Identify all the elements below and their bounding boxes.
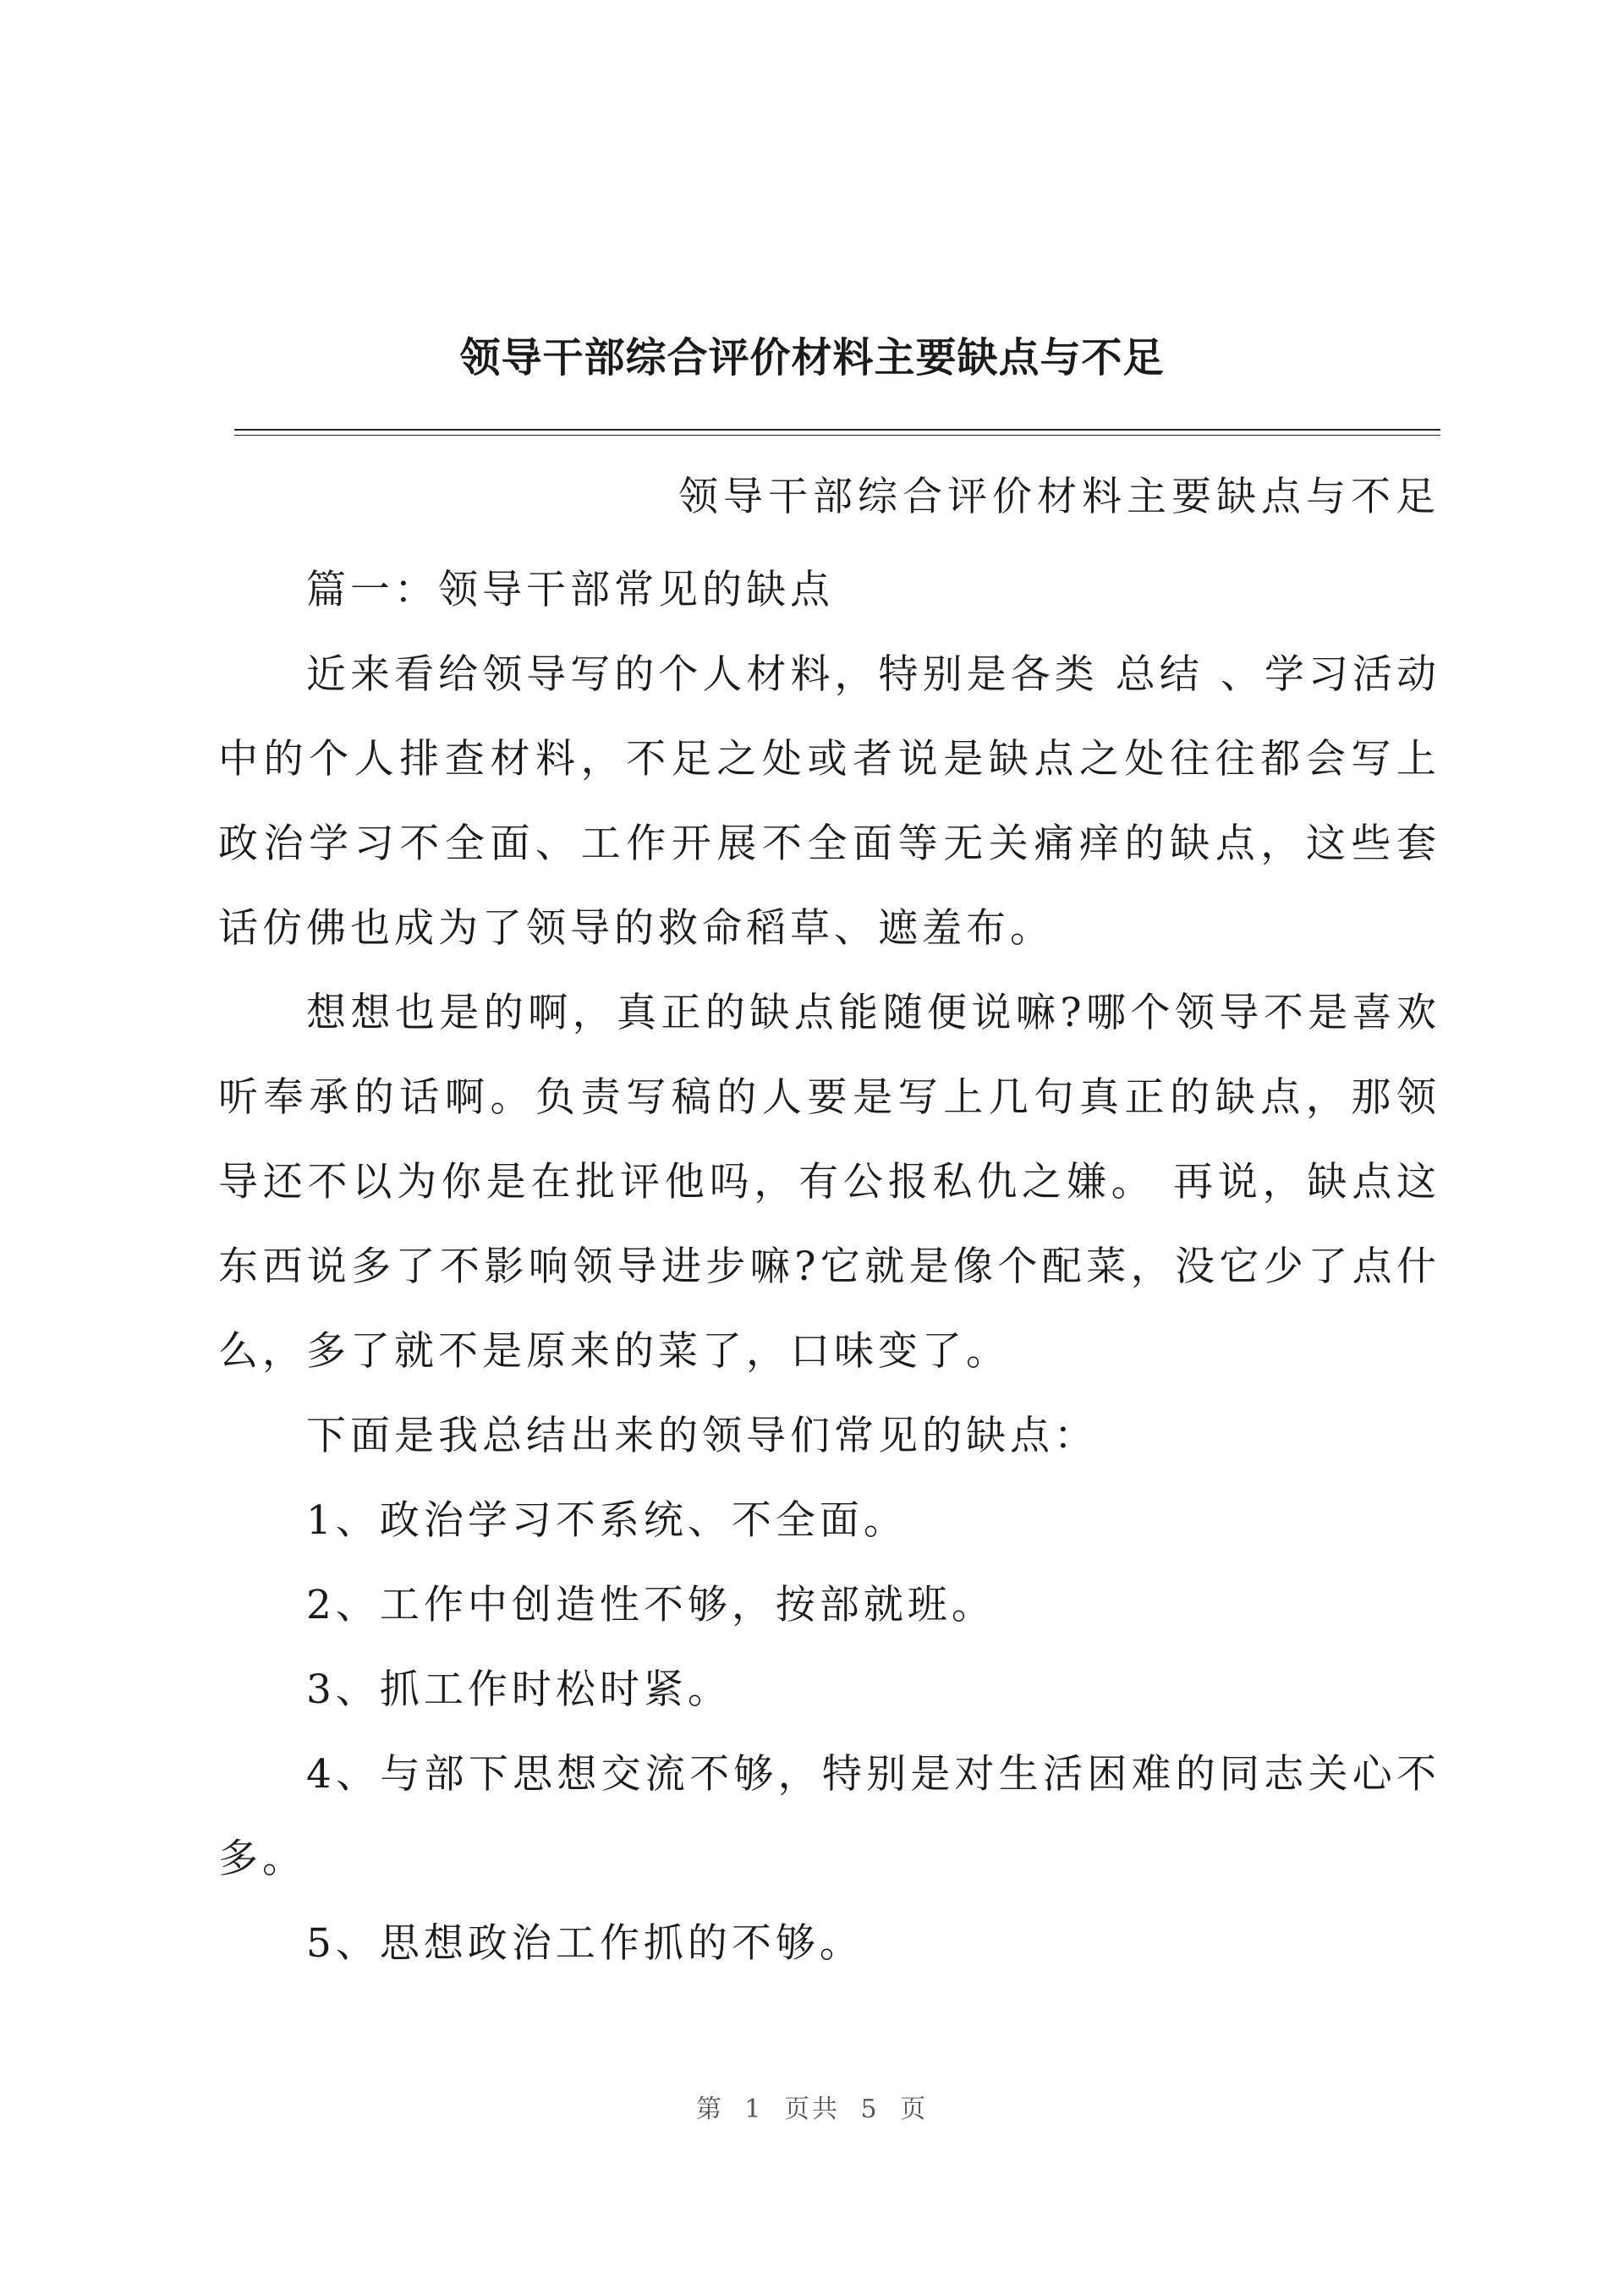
section-heading: 篇一：领导干部常见的缺点 bbox=[306, 567, 834, 613]
list-item: 5、思想政治工作抓的不够。 bbox=[306, 1920, 864, 1967]
title-divider bbox=[234, 429, 1440, 436]
document-title: 领导干部综合评价材料主要缺点与不足 bbox=[459, 334, 1165, 382]
list-item: 2、工作中创造性不够，按部就班。 bbox=[306, 1582, 996, 1628]
paragraph: 下面是我总结出来的领导们常见的缺点： bbox=[306, 1413, 1098, 1459]
list-item: 1、政治学习不系统、不全面。 bbox=[306, 1497, 908, 1544]
list-item: 4、与部下思想交流不够，特别是对生活困难的同志关心不多。 bbox=[218, 1751, 1440, 1882]
list-item: 3、抓工作时松时紧。 bbox=[306, 1666, 732, 1713]
page-number-footer: 第 1 页共 5 页 bbox=[695, 2095, 929, 2124]
document-body bbox=[218, 548, 1440, 1986]
document-subtitle: 领导干部综合评价材料主要缺点与不足 bbox=[678, 474, 1440, 520]
paragraph: 近来看给领导写的个人材料，特别是各类 总结 、学习活动中的个人排查材料，不足之处或者说是缺点之处往往都会写上政治学习不全面、工作开展不全面等无关痛痒的缺点，这些套话仿佛也成为了领导的救命稻草、遮羞布。 bbox=[218, 651, 1440, 952]
paragraph: 想想也是的啊，真正的缺点能随便说嘛?哪个领导不是喜欢听奉承的话啊。负责写稿的人要是写上几句真正的缺点，那领导还不以为你是在批评他吗，有公报私仇之嫌。 再说，缺点这东西说多了不影响领导进步嘛?它就是像个配菜，没它少了点什么，多了就不是原来的菜了，口味变了。 bbox=[218, 990, 1440, 1375]
